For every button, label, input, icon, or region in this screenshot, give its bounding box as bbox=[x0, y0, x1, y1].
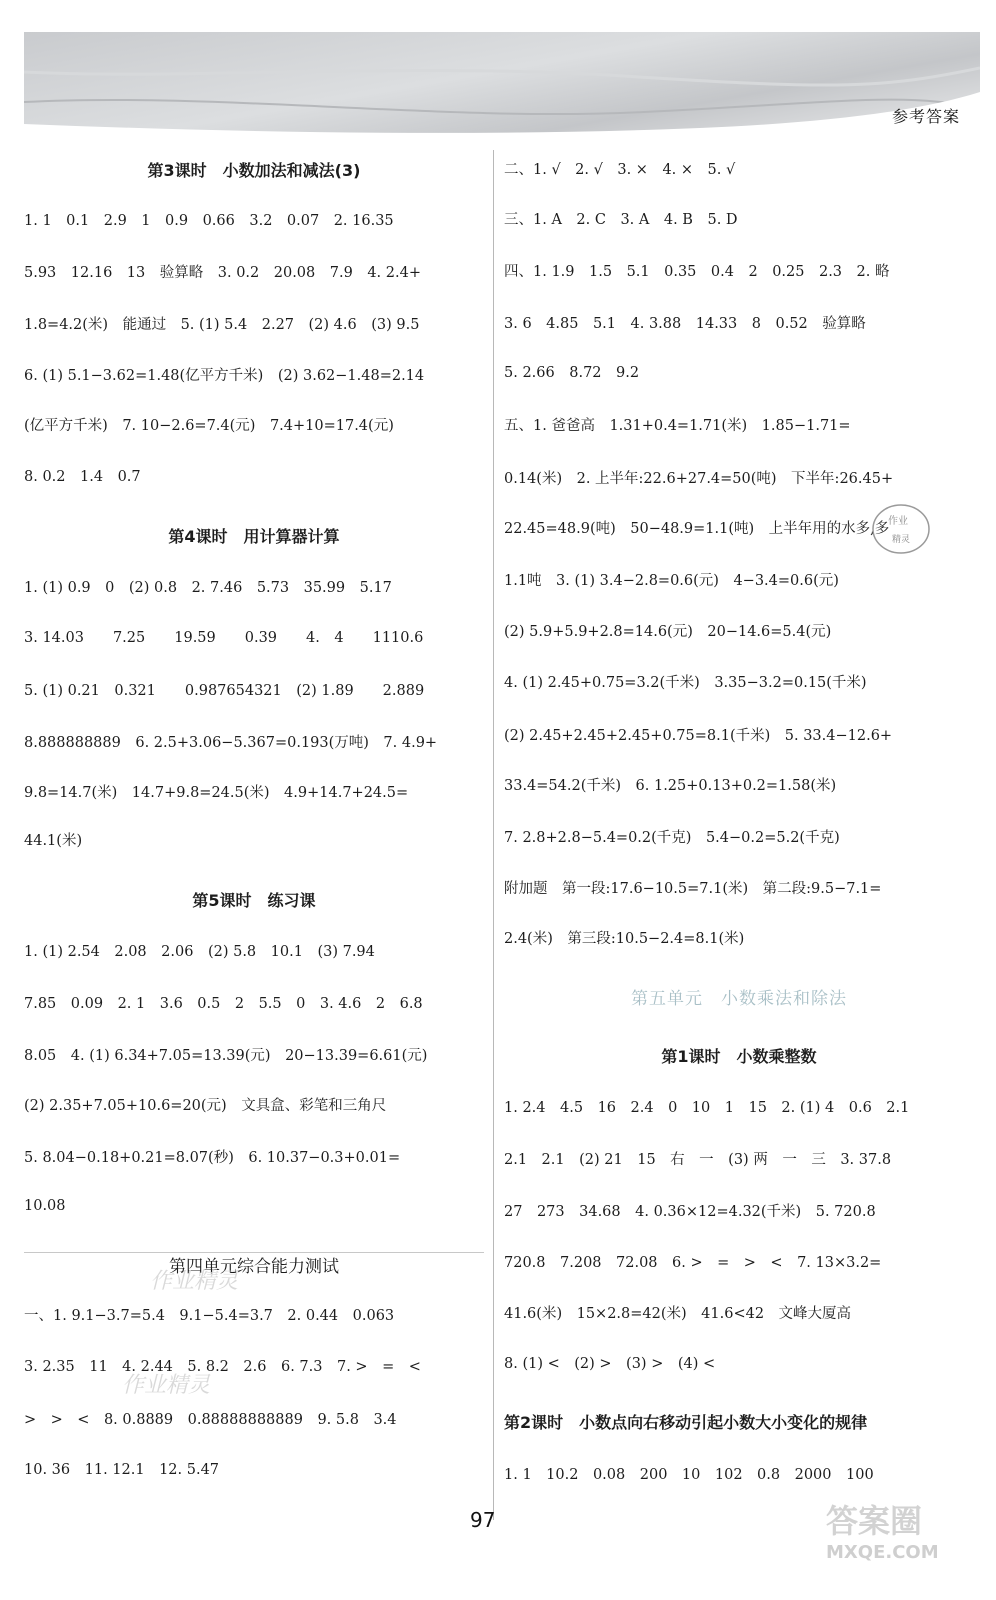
svg-text:精灵: 精灵 bbox=[892, 535, 911, 545]
answer-line: 10. 36 11. 12.1 12. 5.47 bbox=[24, 1462, 220, 1478]
watermark-logo bbox=[818, 1496, 988, 1570]
section-title: 第四单元综合能力测试 bbox=[169, 1257, 339, 1277]
svg-text:MXQE.COM: MXQE.COM bbox=[826, 1542, 939, 1563]
answer-line: 7.85 0.09 2. 1 3.6 0.5 2 5.5 0 3. 4.6 2 6.8 bbox=[24, 996, 423, 1012]
answer-line: 8. (1) < (2) > (3) > (4) < bbox=[504, 1356, 716, 1372]
answer-line: 8. 0.2 1.4 0.7 bbox=[24, 469, 141, 485]
answer-line: > > < 8. 0.8889 0.88888888889 9. 5.8 3.4 bbox=[24, 1412, 397, 1428]
answer-line: (亿平方千米) 7. 10−2.6=7.4(元) 7.4+10=17.4(元) bbox=[24, 418, 394, 434]
answer-line: 2.4(米) 第三段:10.5−2.4=8.1(米) bbox=[504, 931, 745, 947]
answer-line: 44.1(米) bbox=[24, 833, 83, 849]
answer-line: 1.1吨 3. (1) 3.4−2.8=0.6(元) 4−3.4=0.6(元) bbox=[504, 573, 839, 589]
svg-text:答案圈: 答案圈 bbox=[826, 1502, 923, 1540]
answer-line: 2.1 2.1 (2) 21 15 右 一 (3) 两 一 三 3. 37.8 bbox=[504, 1152, 892, 1168]
answer-line: 五、1. 爸爸高 1.31+0.4=1.71(米) 1.85−1.71= bbox=[504, 418, 851, 434]
answer-line: 1. 1 0.1 2.9 1 0.9 0.66 3.2 0.07 2. 16.35 bbox=[24, 213, 394, 229]
stamp-ghost-mark bbox=[150, 1266, 270, 1302]
answer-line: 41.6(米) 15×2.8=42(米) 41.6<42 文峰大厦高 bbox=[504, 1306, 852, 1322]
answer-line: 8.888888889 6. 2.5+3.06−5.367=0.193(万吨) 7. 4.9+ bbox=[24, 735, 438, 751]
answer-line: (2) 5.9+5.9+2.8=14.6(元) 20−14.6=5.4(元) bbox=[504, 624, 832, 640]
answer-line: 1. 1 10.2 0.08 200 10 102 0.8 2000 100 bbox=[504, 1467, 874, 1483]
header-banner bbox=[24, 32, 980, 136]
answer-line: 3. 6 4.85 5.1 4. 3.88 14.33 8 0.52 验算略 bbox=[504, 316, 866, 332]
answer-line: 0.14(米) 2. 上半年:22.6+27.4=50(吨) 下半年:26.45+ bbox=[504, 471, 894, 487]
answer-line: 7. 2.8+2.8−5.4=0.2(千克) 5.4−0.2=5.2(千克) bbox=[504, 830, 840, 846]
answer-line: 5. 8.04−0.18+0.21=8.07(秒) 6. 10.37−0.3+0.01= bbox=[24, 1150, 401, 1166]
answer-line: 5.93 12.16 13 验算略 3. 0.2 20.08 7.9 4. 2.4+ bbox=[24, 265, 421, 281]
answer-line: 1. (1) 2.54 2.08 2.06 (2) 5.8 10.1 (3) 7.94 bbox=[24, 944, 375, 960]
answer-line: 4. (1) 2.45+0.75=3.2(千米) 3.35−3.2=0.15(千米) bbox=[504, 675, 867, 691]
column-divider bbox=[493, 150, 494, 1520]
answer-line: (2) 2.35+7.05+10.6=20(元) 文具盒、彩笔和三角尺 bbox=[24, 1098, 387, 1114]
answer-line: 27 273 34.68 4. 0.36×12=4.32(千米) 5. 720.8 bbox=[504, 1204, 876, 1220]
svg-text:作业精灵: 作业精灵 bbox=[122, 1373, 211, 1398]
svg-text:作业精灵: 作业精灵 bbox=[150, 1269, 239, 1294]
answer-line: 33.4=54.2(千米) 6. 1.25+0.13+0.2=1.58(米) bbox=[504, 778, 837, 794]
banner-texture bbox=[24, 32, 980, 136]
answer-line: 9.8=14.7(米) 14.7+9.8=24.5(米) 4.9+14.7+24.5= bbox=[24, 785, 409, 801]
section-title: 第2课时 小数点向右移动引起小数大小变化的规律 bbox=[504, 1413, 868, 1432]
unit-title: 第五单元 小数乘法和除法 bbox=[631, 989, 847, 1009]
answer-line: 一、1. 9.1−3.7=5.4 9.1−5.4=3.7 2. 0.44 0.063 bbox=[24, 1308, 395, 1324]
answer-line: 1.8=4.2(米) 能通过 5. (1) 5.4 2.27 (2) 4.6 (3) 9.5 bbox=[24, 317, 420, 333]
stamp-seal-icon bbox=[870, 502, 932, 560]
answer-line: 6. (1) 5.1−3.62=1.48(亿平方千米) (2) 3.62−1.48=2.14 bbox=[24, 368, 425, 384]
page-number: 97 bbox=[470, 1508, 496, 1532]
answer-line: 附加题 第一段:17.6−10.5=7.1(米) 第二段:9.5−7.1= bbox=[504, 881, 882, 897]
section-title: 第3课时 小数加法和减法(3) bbox=[147, 161, 361, 180]
answer-line: 1. (1) 0.9 0 (2) 0.8 2. 7.46 5.73 35.99 5.17 bbox=[24, 580, 392, 596]
answer-line: 1. 2.4 4.5 16 2.4 0 10 1 15 2. (1) 4 0.6 2.1 bbox=[504, 1100, 910, 1116]
answer-line: 720.8 7.208 72.08 6. > = > < 7. 13×3.2= bbox=[504, 1255, 882, 1271]
answer-line: 5. 2.66 8.72 9.2 bbox=[504, 365, 640, 381]
answer-line: 四、1. 1.9 1.5 5.1 0.35 0.4 2 0.25 2.3 2. 略 bbox=[504, 264, 890, 280]
section-title: 第5课时 练习课 bbox=[192, 891, 316, 910]
answer-line: 二、1. √ 2. √ 3. × 4. × 5. √ bbox=[504, 162, 736, 178]
answer-line: 8.05 4. (1) 6.34+7.05=13.39(元) 20−13.39=6.61(元) bbox=[24, 1048, 428, 1064]
svg-text:作业: 作业 bbox=[888, 516, 908, 527]
answer-line: 10.08 bbox=[24, 1198, 66, 1214]
answer-line: (2) 2.45+2.45+2.45+0.75=8.1(千米) 5. 33.4−12.6+ bbox=[504, 728, 893, 744]
section-title: 第4课时 用计算器计算 bbox=[168, 527, 340, 546]
section-title: 第1课时 小数乘整数 bbox=[661, 1047, 817, 1066]
answer-line: 3. 2.35 11 4. 2.44 5. 8.2 2.6 6. 7.3 7. > = < bbox=[24, 1359, 421, 1375]
section-separator bbox=[24, 1252, 484, 1253]
stamp-ghost-mark bbox=[122, 1370, 252, 1406]
answer-key-label: 参考答案 bbox=[891, 107, 960, 126]
answer-line: 22.45=48.9(吨) 50−48.9=1.1(吨) 上半年用的水多,多 bbox=[504, 521, 890, 537]
answer-line: 5. (1) 0.21 0.321 0.987654321 (2) 1.89 2.889 bbox=[24, 683, 425, 699]
answer-line: 3. 14.03 7.25 19.59 0.39 4. 4 1110.6 bbox=[24, 630, 424, 646]
answer-line: 三、1. A 2. C 3. A 4. B 5. D bbox=[504, 212, 738, 228]
